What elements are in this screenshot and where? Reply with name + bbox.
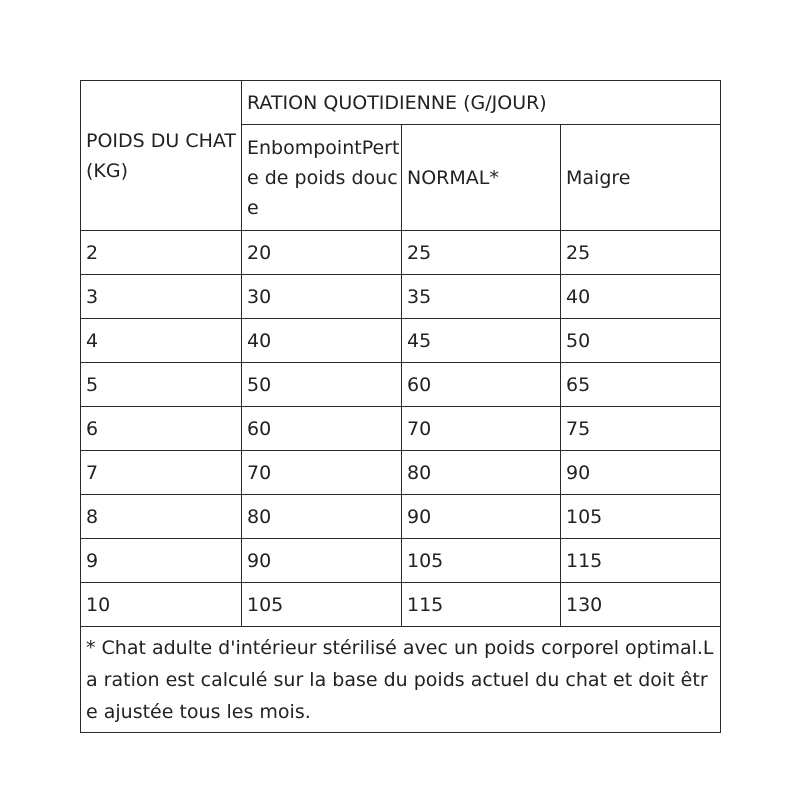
value-cell: 45: [402, 319, 561, 363]
value-cell: 60: [242, 407, 402, 451]
table-row: [81, 451, 721, 495]
weight-cell: 2: [81, 231, 242, 275]
table-row: [81, 231, 721, 275]
table-row: [81, 275, 721, 319]
value-cell: 35: [402, 275, 561, 319]
value-cell: 50: [561, 319, 721, 363]
value-cell: 30: [242, 275, 402, 319]
footnote: * Chat adulte d'intérieur stérilisé avec un poids corporel optimal.La ration est calculé sur la base du poids actuel du chat et doit être ajustée tous les mois.: [81, 627, 721, 733]
ration-table: [80, 80, 721, 733]
value-cell: 80: [402, 451, 561, 495]
value-cell: 105: [402, 539, 561, 583]
value-cell: 90: [242, 539, 402, 583]
weight-cell: 7: [81, 451, 242, 495]
weight-cell: 3: [81, 275, 242, 319]
value-cell: 40: [242, 319, 402, 363]
value-cell: 80: [242, 495, 402, 539]
value-cell: 50: [242, 363, 402, 407]
value-cell: 65: [561, 363, 721, 407]
table-row: [81, 495, 721, 539]
table-row: [81, 363, 721, 407]
weight-cell: 5: [81, 363, 242, 407]
value-cell: 40: [561, 275, 721, 319]
footnote-row: [81, 627, 721, 733]
table-row: [81, 407, 721, 451]
value-cell: 90: [561, 451, 721, 495]
column-header-thin: Maigre: [561, 125, 721, 231]
value-cell: 105: [561, 495, 721, 539]
weight-column-header: POIDS DU CHAT (KG): [81, 81, 242, 231]
value-cell: 130: [561, 583, 721, 627]
ration-group-header: RATION QUOTIDIENNE (G/JOUR): [242, 81, 721, 125]
table-row: [81, 583, 721, 627]
value-cell: 60: [402, 363, 561, 407]
weight-cell: 9: [81, 539, 242, 583]
value-cell: 25: [402, 231, 561, 275]
value-cell: 20: [242, 231, 402, 275]
weight-cell: 4: [81, 319, 242, 363]
header-row: [81, 81, 721, 125]
value-cell: 25: [561, 231, 721, 275]
column-header-normal: NORMAL*: [402, 125, 561, 231]
weight-cell: 10: [81, 583, 242, 627]
weight-cell: 8: [81, 495, 242, 539]
table-row: [81, 319, 721, 363]
value-cell: 75: [561, 407, 721, 451]
table-row: [81, 539, 721, 583]
value-cell: 70: [242, 451, 402, 495]
column-header-overweight: EnbompointPerte de poids douce: [242, 125, 402, 231]
weight-cell: 6: [81, 407, 242, 451]
value-cell: 90: [402, 495, 561, 539]
value-cell: 70: [402, 407, 561, 451]
value-cell: 105: [242, 583, 402, 627]
value-cell: 115: [561, 539, 721, 583]
value-cell: 115: [402, 583, 561, 627]
